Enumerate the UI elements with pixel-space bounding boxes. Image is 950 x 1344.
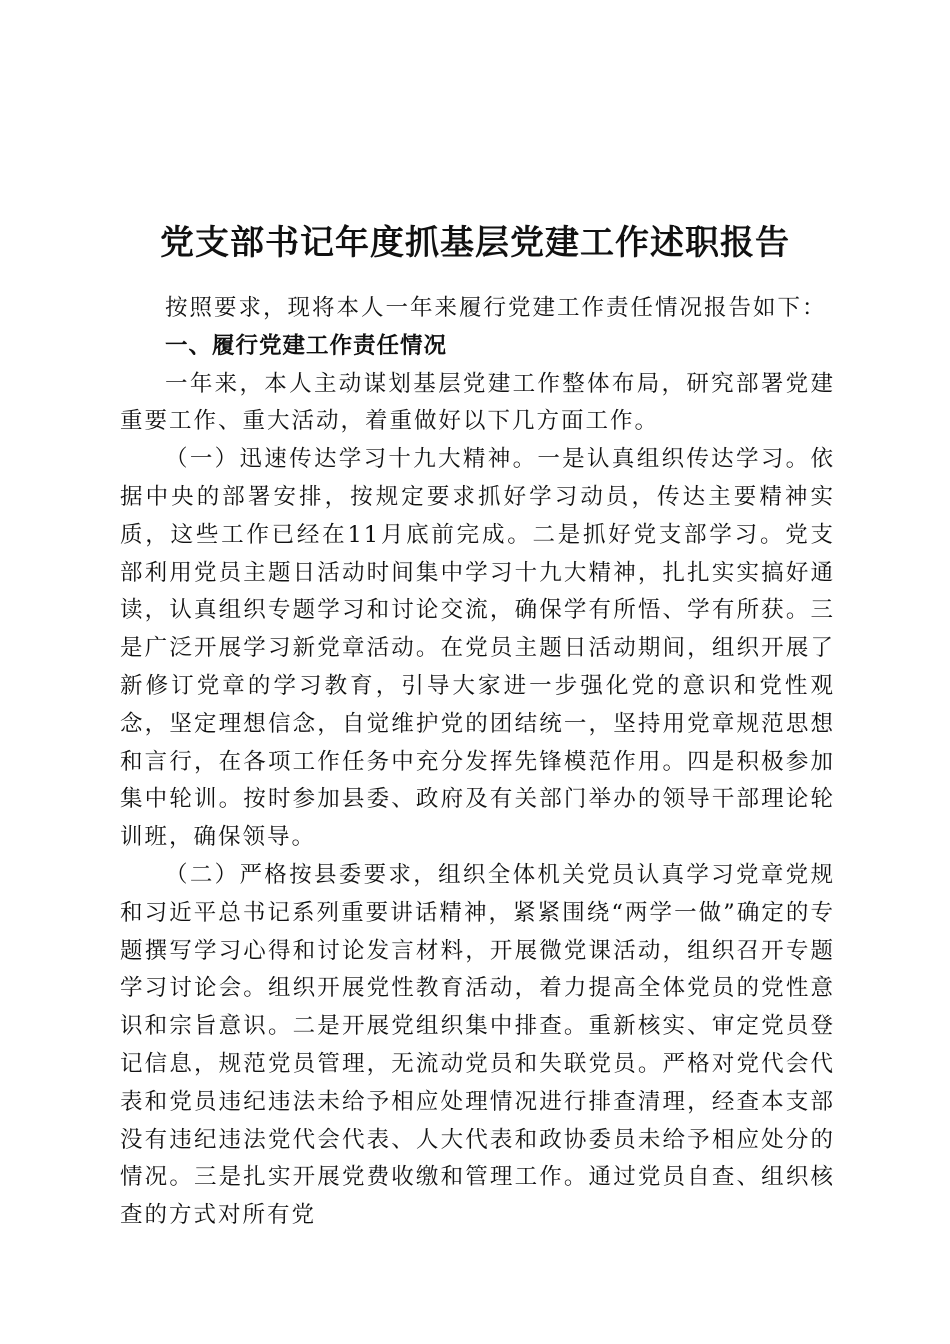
paragraph-3: （二）严格按县委要求，组织全体机关党员认真学习党章党规和习近平总书记系列重要讲话精神，紧紧围绕“两学一做”确定的专题撰写学习心得和讨论发言材料，开展微党课活动，组织召开专题学习讨论会。组织开展党性教育活动，着力提高全体党员的党性意识和宗旨意识。二是开展党组织集中排查。重新核实、审定党员登记信息，规范党员管理，无流动党员和失联党员。严格对党代会代表和党员违纪违法未给予相应处理情况进行排查清理，经查本支部没有违纪违法党代会代表、人大代表和政协委员未给予相应处分的情况。三是扎实开展党费收缴和管理工作。通过党员自查、组织核查的方式对所有党 — [120, 861, 835, 1229]
document-title: 党支部书记年度抓基层党建工作述职报告 — [160, 222, 790, 263]
paragraph-2: （一）迅速传达学习十九大精神。一是认真组织传达学习。依据中央的部署安排，按规定要求抓好学习动员，传达主要精神实质，这些工作已经在11月底前完成。二是抓好党支部学习。党支部利用党员主题日活动时间集中学习十九大精神，扎扎实实搞好通读，认真组织专题学习和讨论交流，确保学有所悟、学有所获。三是广泛开展学习新党章活动。在党员主题日活动期间，组织开展了新修订党章的学习教育，引导大家进一步强化党的意识和党性观念，坚定理想信念，自觉维护党的团结统一，坚持用党章规范思想和言行，在各项工作任务中充分发挥先锋模范作用。四是积极参加集中轮训。按时参加县委、政府及有关部门举办的领导干部理论轮训班，确保领导。 — [120, 446, 835, 851]
paragraph-1: 一年来，本人主动谋划基层党建工作整体布局，研究部署党建重要工作、重大活动，着重做好以下几方面工作。 — [120, 370, 835, 435]
document-body — [120, 290, 835, 1235]
intro-paragraph: 按照要求，现将本人一年来履行党建工作责任情况报告如下： — [165, 295, 827, 321]
section-heading: 一、履行党建工作责任情况 — [165, 332, 448, 359]
